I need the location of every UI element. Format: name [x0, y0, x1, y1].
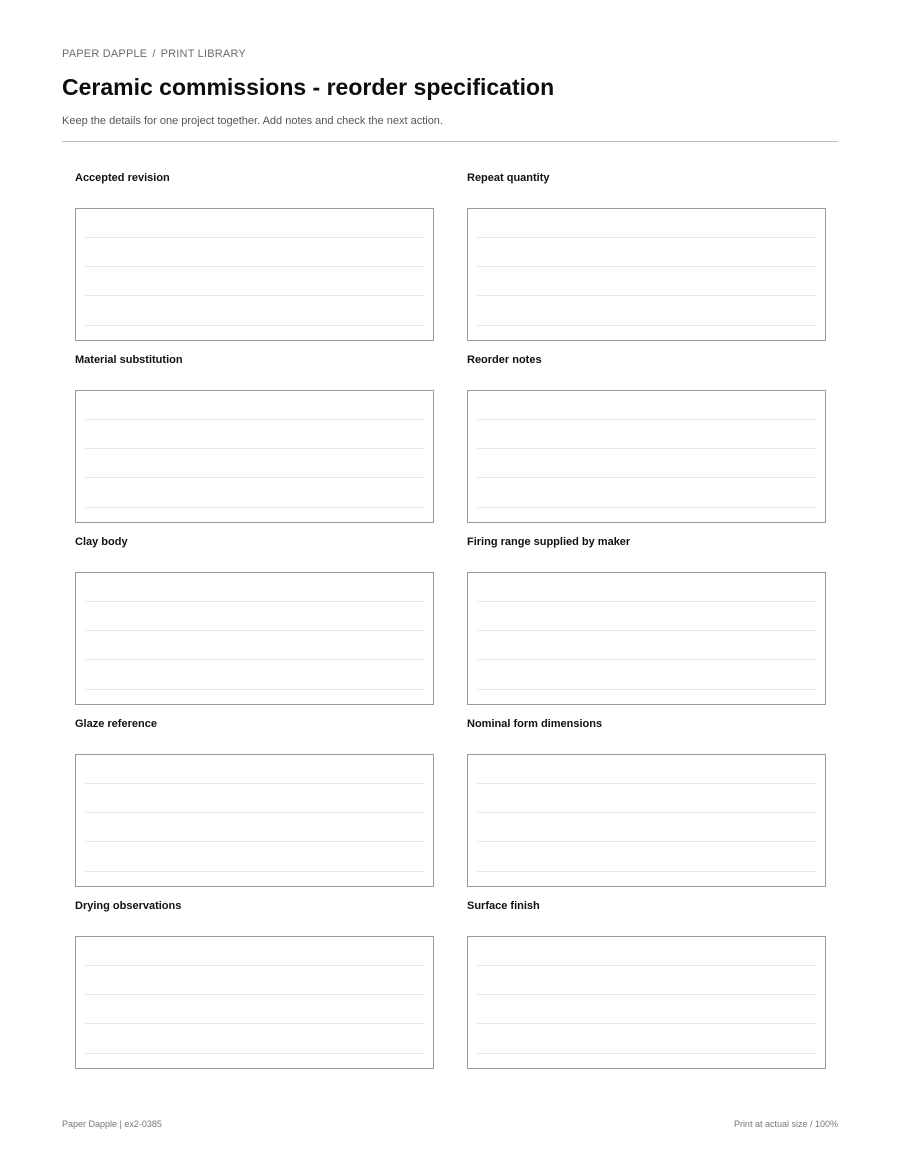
writing-line: [85, 448, 424, 449]
writing-line: [85, 659, 424, 660]
writing-line: [85, 689, 424, 690]
field-glaze-reference: [75, 718, 434, 900]
writing-line: [477, 871, 816, 872]
notes-box[interactable]: [467, 390, 826, 523]
writing-line: [477, 507, 816, 508]
writing-line: [85, 601, 424, 602]
writing-line: [477, 266, 816, 267]
page-subtitle: Keep the details for one project together. Add notes and check the next action.: [62, 115, 443, 127]
writing-line: [477, 783, 816, 784]
field-label: Drying observations: [75, 900, 182, 912]
field-repeat-quantity: [467, 172, 826, 354]
writing-line: [477, 477, 816, 478]
writing-line: [477, 325, 816, 326]
field-label: Reorder notes: [467, 354, 542, 366]
writing-line: [477, 630, 816, 631]
breadcrumb-item-library[interactable]: PRINT LIBRARY: [160, 48, 246, 60]
writing-line: [85, 295, 424, 296]
notes-box[interactable]: [75, 390, 434, 523]
writing-line: [85, 630, 424, 631]
field-label: Nominal form dimensions: [467, 718, 603, 730]
writing-line: [85, 1023, 424, 1024]
field-label: Accepted revision: [75, 172, 170, 184]
field-label: Surface finish: [467, 900, 540, 912]
writing-line: [85, 841, 424, 842]
writing-line: [85, 477, 424, 478]
writing-line: [85, 237, 424, 238]
field-accepted-revision: [75, 172, 434, 354]
writing-line: [85, 325, 424, 326]
breadcrumb-separator: /: [152, 48, 156, 60]
writing-line: [477, 601, 816, 602]
writing-line: [85, 994, 424, 995]
field-label: Material substitution: [75, 354, 183, 366]
field-label: Repeat quantity: [467, 172, 550, 184]
writing-line: [477, 659, 816, 660]
field-material-substitution: [75, 354, 434, 536]
field-firing-range: [467, 536, 826, 718]
field-reorder-notes: [467, 354, 826, 536]
writing-line: [477, 1053, 816, 1054]
writing-line: [85, 783, 424, 784]
writing-line: [85, 812, 424, 813]
writing-line: [85, 965, 424, 966]
writing-line: [477, 295, 816, 296]
writing-line: [85, 419, 424, 420]
notes-box[interactable]: [467, 208, 826, 341]
notes-box[interactable]: [467, 754, 826, 887]
field-drying-observations: [75, 900, 434, 1082]
breadcrumb-item-brand[interactable]: PAPER DAPPLE: [62, 48, 148, 60]
notes-box[interactable]: [75, 208, 434, 341]
breadcrumb: [62, 48, 246, 60]
notes-box[interactable]: [75, 754, 434, 887]
footer-print-note: Print at actual size / 100%: [733, 1119, 838, 1129]
writing-line: [477, 448, 816, 449]
form-fields-grid: [75, 172, 826, 1082]
writing-line: [477, 812, 816, 813]
writing-line: [477, 1023, 816, 1024]
footer-document-id: Paper Dapple | ex2-0385: [62, 1119, 162, 1129]
field-label: Firing range supplied by maker: [467, 536, 631, 548]
writing-line: [85, 1053, 424, 1054]
writing-line: [85, 871, 424, 872]
writing-line: [477, 841, 816, 842]
writing-line: [477, 419, 816, 420]
notes-box[interactable]: [75, 936, 434, 1069]
writing-line: [477, 237, 816, 238]
field-surface-finish: [467, 900, 826, 1082]
page-title: Ceramic commissions - reorder specification: [62, 74, 555, 100]
field-label: Clay body: [75, 536, 128, 548]
notes-box[interactable]: [467, 572, 826, 705]
notes-box[interactable]: [467, 936, 826, 1069]
writing-line: [477, 994, 816, 995]
field-clay-body: [75, 536, 434, 718]
field-label: Glaze reference: [75, 718, 157, 730]
field-nominal-form-dimensions: [467, 718, 826, 900]
writing-line: [85, 266, 424, 267]
writing-line: [477, 689, 816, 690]
header-divider: [62, 141, 838, 142]
writing-line: [477, 965, 816, 966]
notes-box[interactable]: [75, 572, 434, 705]
writing-line: [85, 507, 424, 508]
